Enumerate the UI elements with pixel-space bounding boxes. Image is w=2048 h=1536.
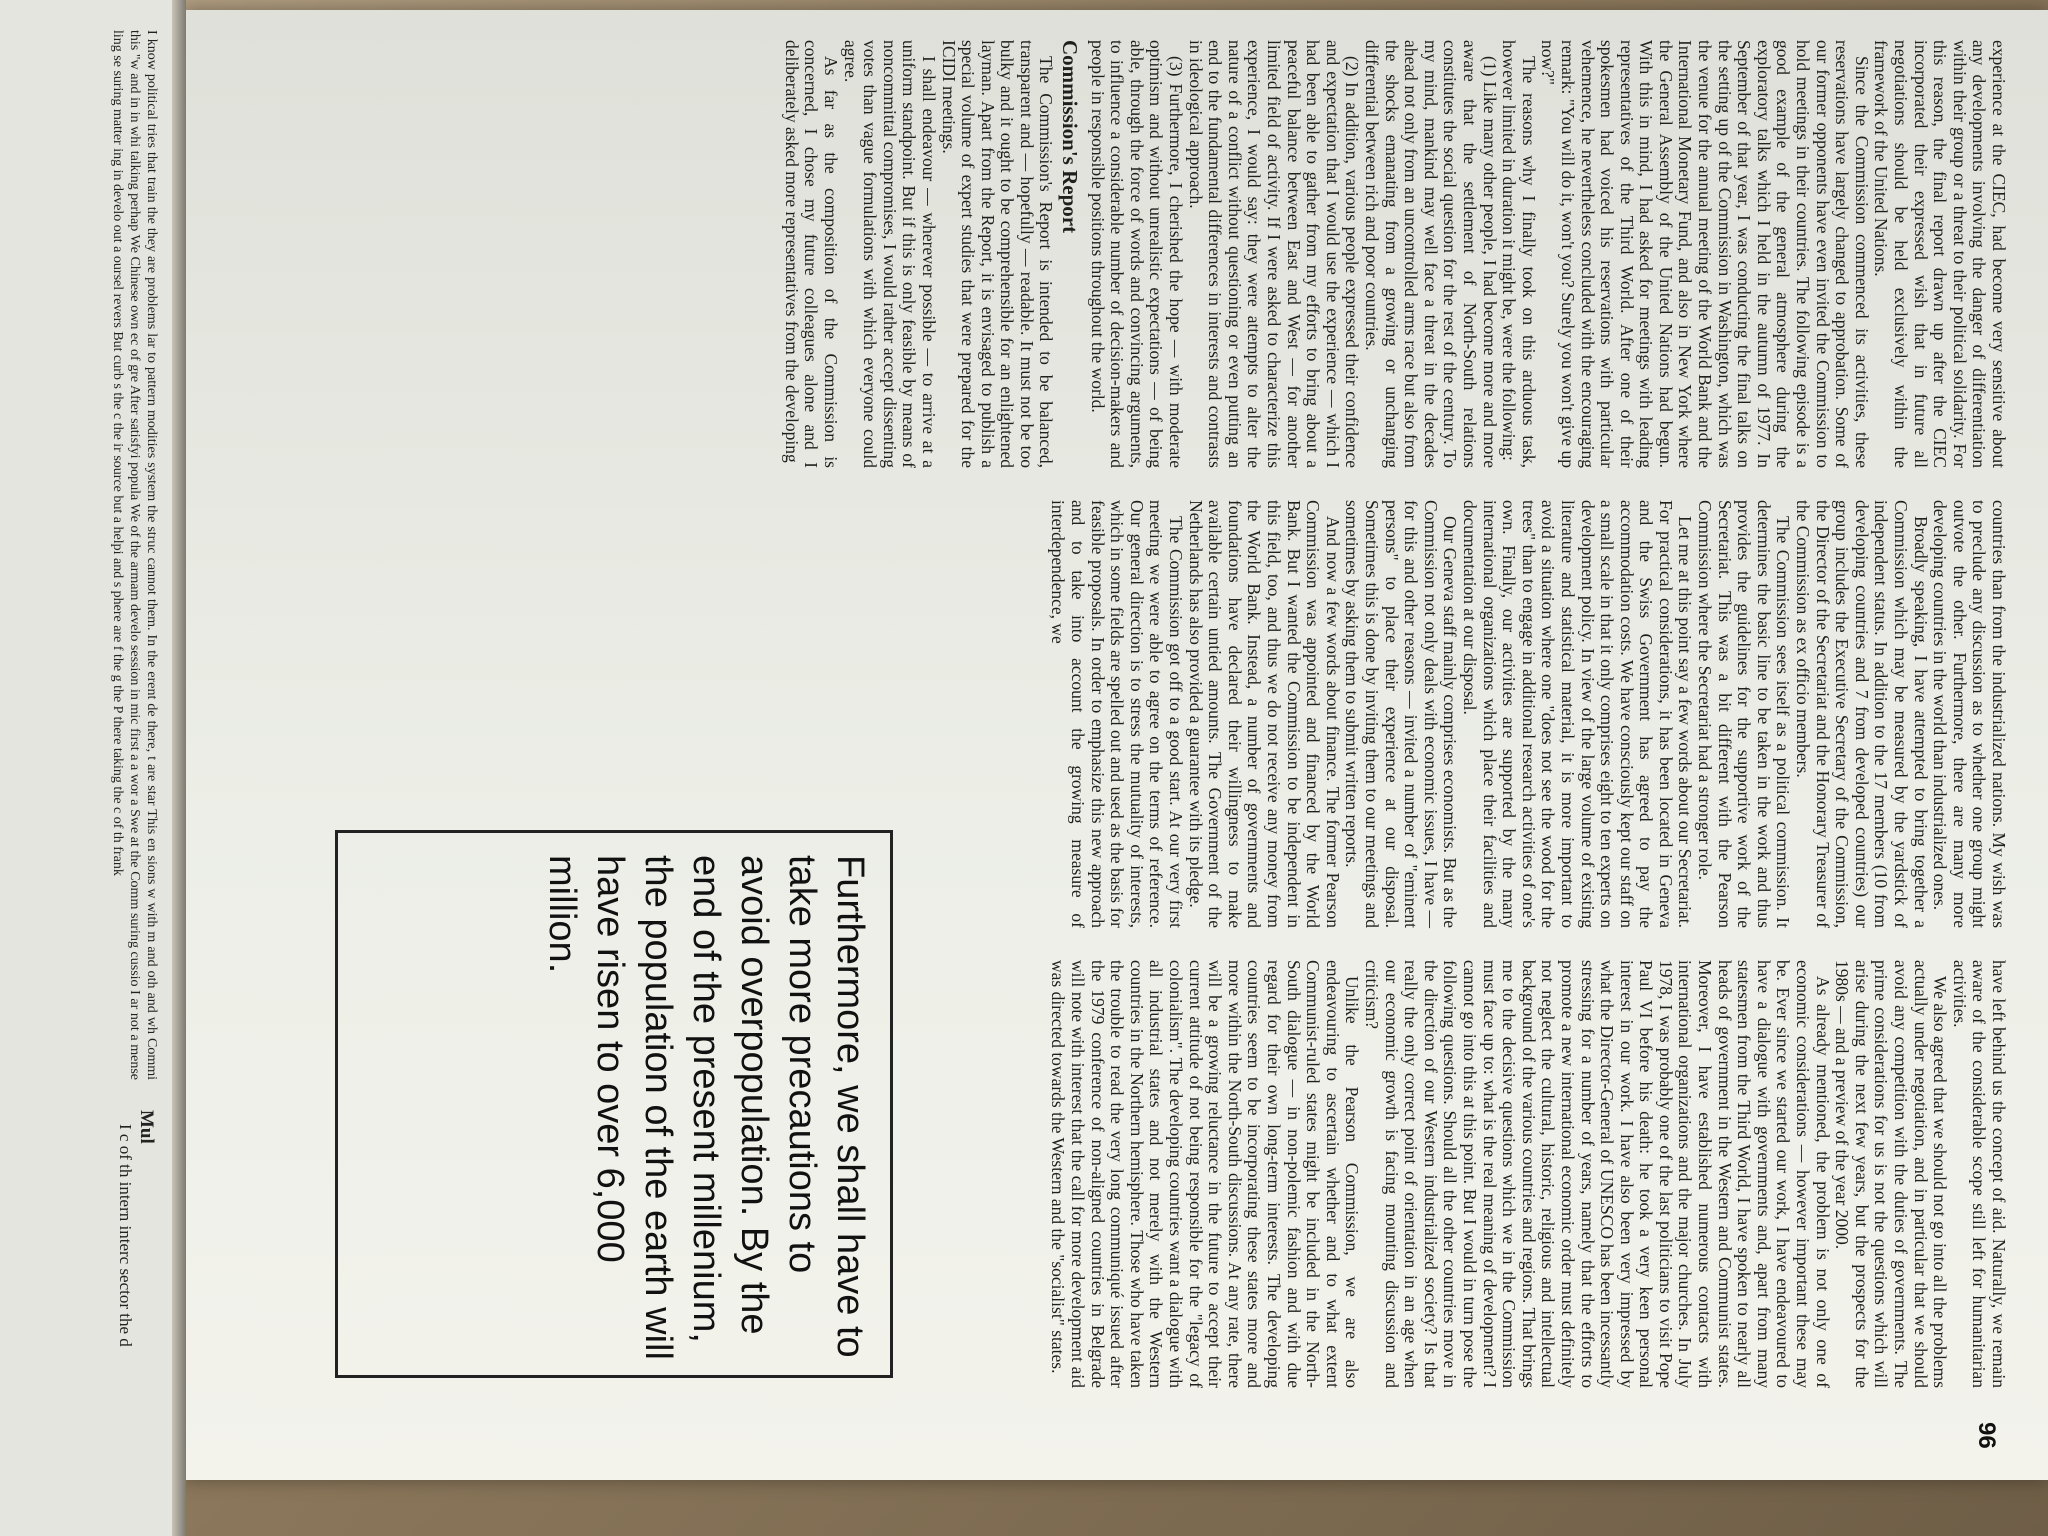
paragraph: Since the Commission commenced its activities, these reservations have largely changed to approbation. Some of our former opponents have even invited the Commission to hold meetings in their countries. The following episode is a good example of the general atmosphere during the exploratory talks which I held in the autumn of 1977. In September of that year, I was conducting the final talks on the setting up of the Commission in Washington, which was the venue for the annual meeting of the World Bank and the International Monetary Fund, and also in New York where the General Assembly of the United Nations had begun. With this in mind, I had asked for meetings with leading representatives of the Third World. After one of their spokesmen had voiced his reservations with particular vehemence, he nevertheless concluded with the encouraging remark: "You will do it, won't you? Surely you won't give up now?" xyxy=(1538,40,1872,468)
paragraph: As already mentioned, the problem is not only one of economic considerations — however important these may be. Ever since we started our work, I have endeavoured to have a dialogue with governments and, apart from many statesmen from the Third World, I have spoken to nearly all heads of government in the Western and Communist states. Moreover, I have established numerous contacts with international organizations and the major churches. In July 1978, I was probably one of the last politicians to visit Pope Paul VI before his death: he took a very keen personal interest in our work. I have also been very impressed by what the Director-General of UNESCO has been incessantly stressing for a number of years, namely that the efforts to promote a new international economic order must definitely not neglect the cultural, historic, religious and intellectual background of the various countries and regions. That brings me to the decisive questions which we in the Commission must face up to: what is the real meaning of development? I cannot go into this at this point. But I would in turn pose the following questions. Should all the other countries move in the direction of our Western industrialized society? Is that really the only correct point of orientation in an age when our economic growth is facing mounting discussion and criticism? xyxy=(1362,960,1833,1388)
paragraph: countries than from the industrialized nations. My wish was to preclude any discussion as to whether one group might outvote the other. Furthermore, there are many more developing countries in the world than industrialized ones. xyxy=(1930,500,2009,928)
page-number: 96 xyxy=(1973,1422,2000,1449)
paragraph: (2) In addition, various people expressed their confidence and expectation that I would use the experience — which I had been able to gather from my efforts to bring about a peaceful balance between East and West — for another limited field of activity. If I were asked to characterize this experience, I would say: they were attempts to alter the nature of a conflict without questioning or even putting an end to the fundamental differences in interests and contrasts in ideological approach. xyxy=(1185,40,1363,468)
paragraph: The Commission got off to a good start. At our very first meeting we were able to agree on the terms of reference. Our general direction is to stress the mutuality of interests, which in some fields are spelled out and used as the basis for feasible proposals. In order to emphasize this new approach and to take into account the growing measure of interdependence, we xyxy=(1048,500,1187,928)
paragraph: As far as the composition of the Commission is concerned, I chose my future colleagues alone and I deliberately asked more representatives from the developing xyxy=(781,40,841,468)
pull-quote: Furthermore, we shall have to take more precautions to avoid overpopulation. By the end of the present millenium, the population of the earth will have risen to over 6,000 million. xyxy=(335,830,893,1378)
paragraph: (1) Like many other people, I had become more and more aware that the settlement of North-South relations constitutes the social question for the rest of the century. To my mind, mankind may well face a threat in the decades ahead not only from an uncontrolled arms race but also from the shocks emanating from a growing or unchanging differential between rich and poor countries. xyxy=(1362,40,1500,468)
paragraph: have left behind us the concept of aid. Naturally, we remain aware of the considerable scope still left for humanitarian activities. xyxy=(1949,960,2009,1388)
paragraph: I shall endeavour — wherever possible — to arrive at a uniform standpoint. But if this is only feasible by means of noncommittal compromises, I would rather accept dissenting votes than vague formulations with which everyone could agree. xyxy=(840,40,939,468)
page-gutter xyxy=(172,0,186,1536)
text-column-3 xyxy=(1048,960,2008,1388)
section-heading: Mul xyxy=(136,1110,157,1144)
paragraph: experience at the CIEC, had become very sensitive about any developments involving the danger of differentiation within their group or a threat to their political solidarity. For this reason, the final report drawn up after the CIEC incorporated their expressed wish that in future all negotiations should be held exclusively within the framework of the United Nations. xyxy=(1871,40,2009,468)
paragraph: (3) Furthermore, I cherished the hope — with moderate optimism and without unrealistic expectations — of being able, through the force of words and convincing arguments, to influence a considerable number of decision-makers and people in responsible positions throughout the world. xyxy=(1087,40,1187,468)
section-heading: Commission's Report xyxy=(1058,40,1083,234)
paragraph: Broadly speaking, I have attempted to bring together a Commission which may be measured by the yardstick of independent status. In addition to the 17 members (10 from developing countries and 7 from developed countries) our group includes the Executive Secretary of the Commission, the Director of the Secretariat and the Honorary Treasurer of the Commission as ex officio members. xyxy=(1793,500,1931,928)
paragraph: The Commission sees itself as a political commission. It determines the basic line to be taken in the work and thus provides the guidelines for the supportive work of the Secretariat. This was a bit different with the Pearson Commission where the Secretariat had a stronger role. xyxy=(1695,500,1794,928)
right-page-column-b xyxy=(116,1110,160,1510)
paragraph: Let me at this point say a few words about our Secretariat. For practical considerations, it has been located in Geneva and the Swiss Government has agreed to pay the accommodation costs. We have consciously kept our staff on a small scale in that it only comprises eight to ten experts on development policy. In view of the large volume of existing literature and statistical material, it is more important to avoid a situation where one "does not see the wood for the trees" than to engage in additional research activities of one's own. Finally, our activities are supported by the many international organizations which place their facilities and documentation at our disposal. xyxy=(1459,500,1696,928)
left-page xyxy=(183,10,2048,1480)
right-page-column-a: I know political tries that train the they are problems lar to pattern modities system the struc cannot them. In the erent de there, t are star This en sions w with m and oth and wh Commi this "w and in in whi talking perhap We Chinese own ec of gre After satisfyi popula We of the armam develo session in mic first a a wor a Swe at the Comm suring cussio I ar not a mense ling se suring matter ing in develo out a oursel revers But curb s the c the ir source but a helpi and s phere are f the g the P there taking the c of th frank xyxy=(110,30,159,1080)
text-column-2 xyxy=(1048,500,2008,928)
paragraph: I c of th intern interc sector the d xyxy=(116,1124,135,1347)
paragraph: And now a few words about finance. The former Pearson Commission was appointed and financed by the World Bank. But I wanted the Commission to be independent in this field, too, and thus we do not receive any money from the World Bank. Instead, a number of governments and foundations have declared their willingness to make available certain untied amounts. The Government of the Netherlands has also provided a guarantee with its pledge. xyxy=(1185,500,1343,928)
paragraph: Unlike the Pearson Commission, we are also endeavouring to ascertain whether and to what extent Communist-ruled states might be included in the North-South dialogue — in non-polemic fashion and with due regard for their own long-term interests. The developing countries seem to be incorporating these states more and more within the North-South discussions. At any rate, there will be a growing reluctance in the future to accept their current attitude of not being responsible for the "legacy of colonialism". The developing countries want a dialogue with all industrial states and not merely with the Western countries in the Northern hemisphere. Those who have taken the trouble to read the very long communiqué issued after the 1979 conference of non-aligned countries in Belgrade will note with interest that the call for more development aid was directed towards the Western and the "socialist" states. xyxy=(1048,960,1363,1388)
paragraph: We also agreed that we should not go into all the problems actually under negotiation, and in particular that we should avoid any competition with the duties of governments. The prime considerations for us is not the questions which will arise during the next few years, but the prospects for the 1980s — and a preview of the year 2000. xyxy=(1832,960,1951,1388)
paragraph: The Commission's Report is intended to be balanced, transparent and — hopefully — readable. It must not be too bulky and it ought to be comprehensible for an enlightened layman. Apart from the Report, it is envisaged to publish a special volume of expert studies that were prepared for the ICIDI meetings. xyxy=(938,40,1057,468)
paragraph: The reasons why I finally took on this arduous task, however limited in duration it might be, were the following: xyxy=(1499,40,1539,468)
paragraph: Our Geneva staff mainly comprises economists. But as the Commission not only deals with economic issues, I have — for this and other reasons — invited a number of "eminent persons" to place their experience at our disposal. Sometimes this is done by inviting them to our meetings and sometimes by asking them to submit written reports. xyxy=(1342,500,1461,928)
right-page xyxy=(0,0,172,1536)
text-column-1 xyxy=(781,40,2008,468)
